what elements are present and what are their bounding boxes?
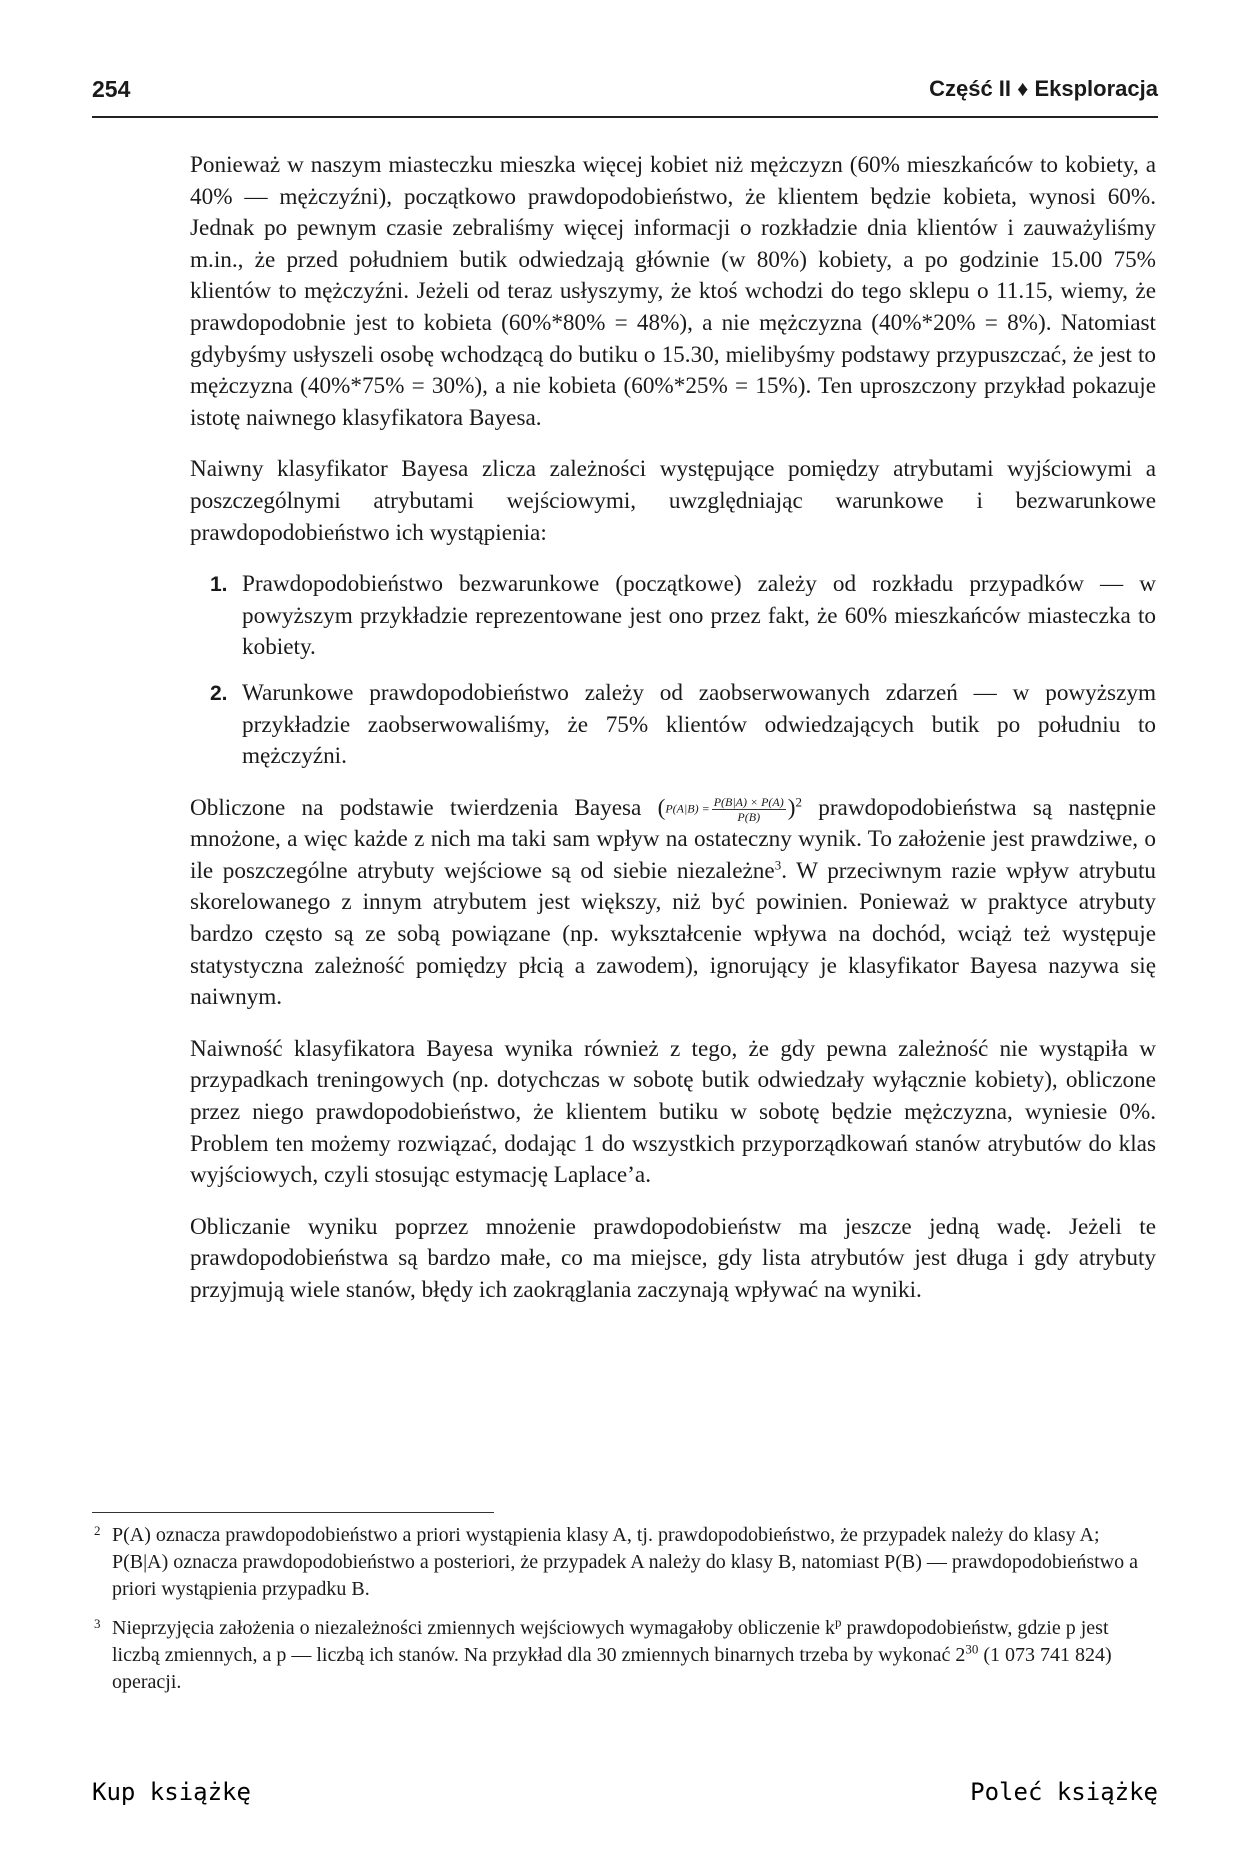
paragraph-3-end: . W przeciwnym razie wpływ atrybutu skorelowanego z innym atrybutem jest większy, niż być powinien. Ponieważ w praktyce atrybuty bardzo często są ze sobą powiązane (np. wykształcenie wpływa na dochód, wciąż też występuje statystyczna zależność pomiędzy płcią a zawodem), ignorujący je klasyfikator Bayesa nazywa się naiwnym. bbox=[190, 857, 1156, 1011]
formula-lhs: P(A|B) = bbox=[665, 801, 710, 816]
formula-fraction bbox=[712, 795, 786, 824]
paragraph-3 bbox=[190, 793, 1156, 1014]
formula-close: ) bbox=[787, 794, 796, 821]
list-item-text: Prawdopodobieństwo bezwarunkowe (początkowe) zależy od rozkładu przypadków — w powyższym przykładzie reprezentowane jest ono przez fakt, że 60% mieszkańców miasteczka to kobiety. bbox=[242, 571, 1156, 661]
list-item bbox=[190, 569, 1156, 664]
footnote-ref-2: 2 bbox=[795, 793, 802, 809]
footnote-text-start: Nieprzyjęcia założenia o niezależności zmiennych wejściowych wymagałoby obliczenie k bbox=[112, 1617, 836, 1639]
list-item bbox=[190, 678, 1156, 773]
footnote-sup-30: 30 bbox=[965, 1641, 979, 1657]
paragraph-1: Ponieważ w naszym miasteczku mieszka więcej kobiet niż mężczyzn (60% mieszkańców to kobiety, a 40% — mężczyźni), początkowo prawdopodobieństwo, że klientem będzie kobieta, wynosi 60%. Jednak po pewnym czasie zebraliśmy więcej informacji o rozkładzie dnia klientów i zauważyliśmy m.in., że przed południem butik odwiedzają głównie (w 80%) kobiety, a po godzinie 15.00 75% klientów to mężczyźni. Jeżeli od teraz usłyszymy, że ktoś wchodzi do tego sklepu o 11.15, wiemy, że prawdopodobnie jest to kobieta (60%*80% = 48%), a nie mężczyzna (40%*20% = 8%). Natomiast gdybyśmy usłyszeli osobę wchodzącą do butiku o 15.30, mielibyśmy podstawy przypuszczać, że jest to mężczyzna (40%*75% = 30%), a nie kobieta (60%*25% = 15%). Ten uproszczony przykład pokazuje istotę naiwnego klasyfikatora Bayesa. bbox=[190, 152, 1156, 431]
formula-numerator: P(B|A) × P(A) bbox=[713, 794, 784, 809]
footnote-text-middle: prawdopodobieństw, gdzie p jest liczbą zmiennych, a p — liczbą ich stanów. Na przykład dla 30 zmiennych binarnych trzeba by wykonać 2 bbox=[112, 1617, 1109, 1666]
footnote-divider bbox=[92, 1512, 494, 1513]
list-number: 2. bbox=[210, 681, 228, 705]
footnote-2 bbox=[92, 1522, 1158, 1603]
paragraph-4: Naiwność klasyfikatora Bayesa wynika również z tego, że gdy pewna zależność nie wystąpiła w przypadkach treningowych (np. dotychczas w sobotę butik odwiedzały wyłącznie kobiety), obliczone przez niego prawdopodobieństwo, że klientem butiku w sobotę będzie mężczyzna, wyniesie 0%. Problem ten możemy rozwiązać, dodając 1 do wszystkich przyporządkowań stanów atrybutów do klas wyjściowych, czyli stosując estymację Laplace’a. bbox=[190, 1035, 1156, 1189]
footnote-mark: 2 bbox=[94, 1523, 101, 1538]
main-text bbox=[190, 150, 1156, 1327]
paragraph-5: Obliczanie wyniku poprzez mnożenie prawdopodobieństw ma jeszcze jedną wadę. Jeżeli te prawdopodobieństwa są bardzo małe, co ma miejsce, gdy lista atrybutów jest długa i gdy atrybuty przyjmują wiele stanów, błędy ich zaokrąglania zaczynają wpływać na wyniki. bbox=[190, 1213, 1156, 1303]
bayes-formula bbox=[665, 795, 787, 824]
footnotes bbox=[92, 1522, 1158, 1708]
page-header bbox=[92, 76, 1158, 118]
section-title: Część II ♦ Eksploracja bbox=[929, 76, 1158, 101]
recommend-book-link[interactable]: Poleć książkę bbox=[970, 1778, 1158, 1806]
footnote-sup-p: p bbox=[835, 1614, 842, 1630]
footnote-text-end: (1 073 741 824) operacji. bbox=[112, 1644, 1112, 1693]
footnote-3 bbox=[92, 1615, 1158, 1696]
paragraph-3-start: Obliczone na podstawie twierdzenia Bayesa ( bbox=[190, 794, 666, 821]
list-number: 1. bbox=[210, 573, 228, 597]
numbered-list bbox=[190, 569, 1156, 773]
paragraph-3-middle: prawdopodobieństwa są następnie mnożone, a więc każde z nich ma taki sam wpływ na ostateczny wynik. To założenie jest prawdziwe, o ile poszczególne atrybuty wejściowe są od siebie niezależne bbox=[190, 794, 1156, 884]
page-number: 254 bbox=[92, 76, 131, 102]
list-item-text: Warunkowe prawdopodobieństwo zależy od zaobserwowanych zdarzeń — w powyższym przykładzie zaobserwowaliśmy, że 75% klientów odwiedzających butik po południu to mężczyźni. bbox=[242, 679, 1156, 770]
footnote-mark: 3 bbox=[94, 1616, 101, 1631]
footnote-ref-3: 3 bbox=[774, 857, 782, 873]
formula-denominator: P(B) bbox=[712, 809, 786, 824]
paragraph-2: Naiwny klasyfikator Bayesa zlicza zależności występujące pomiędzy atrybutami wyjściowymi a poszczególnymi atrybutami wejściowymi, uwzględniając warunkowe i bezwarunkowe prawdopodobieństwo ich wystąpienia: bbox=[190, 456, 1156, 546]
buy-book-link[interactable]: Kup książkę bbox=[92, 1778, 251, 1806]
footnote-text: P(A) oznacza prawdopodobieństwo a priori wystąpienia klasy A, tj. prawdopodobieństwo, że przypadek należy do klasy A; P(B|A) oznacza prawdopodobieństwo a posteriori, że przypadek A należy do klasy B, natomiast P(B) — prawdopodobieństwo a priori wystąpienia przypadku B. bbox=[112, 1524, 1138, 1600]
